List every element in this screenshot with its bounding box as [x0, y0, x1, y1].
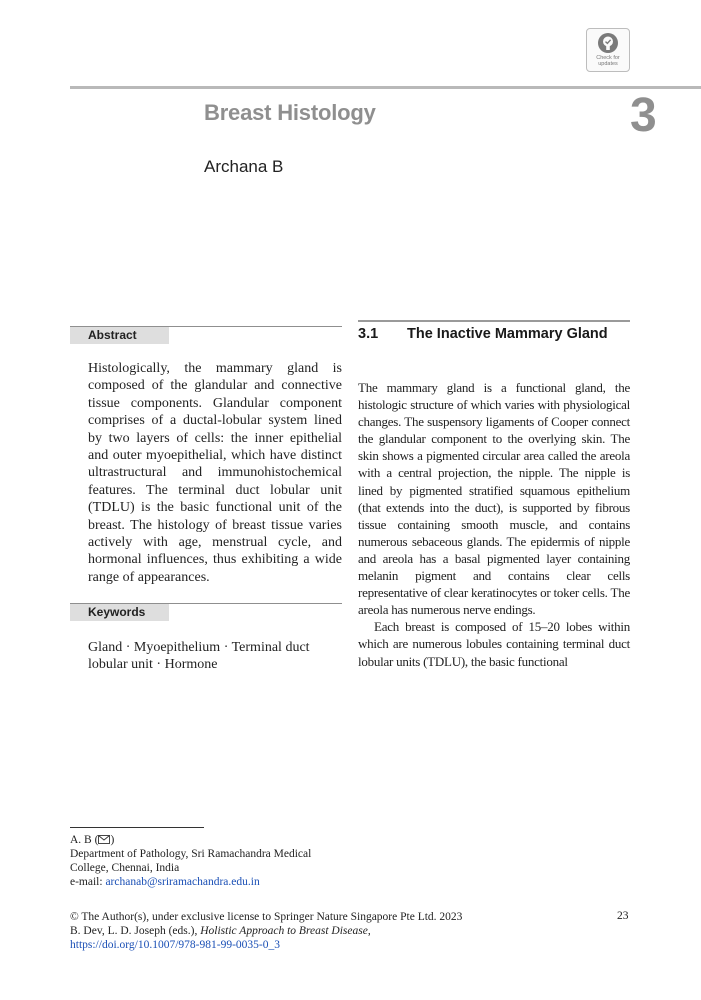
doi-link[interactable]: https://doi.org/10.1007/978-981-99-0035-0_3: [70, 939, 280, 951]
section-rule: [358, 320, 630, 322]
keywords-text: Gland · Myoepithelium · Terminal duct lobular unit · Hormone: [88, 640, 310, 673]
check-for-updates-label: Check for updates: [596, 55, 620, 67]
check-for-updates-badge[interactable]: [586, 28, 630, 72]
keywords-heading: Keywords: [70, 604, 169, 621]
section-body: [358, 379, 630, 670]
section-number: 3.1: [358, 326, 379, 342]
author-footnote: [70, 833, 390, 889]
abstract-heading: Abstract: [70, 327, 169, 344]
book-suffix: ,: [367, 925, 371, 937]
body-paragraph: The mammary gland is a functional gland, the histologic structure of which varies with physiological changes. The suspensory ligaments of Cooper connect the glandular component to the overlying skin. The skin shows a pigmented circular area called the areola with a central projection, the nipple. The nipple is lined by pigmented stratified squamous epithelium (that extends into the duct), is supported by fibrous tissue containing smooth muscle, and contains numerous sebaceous glands. The epidermis of nipple and areola has a basal pigmented layer containing melanin pigment and contains clear cells representative of clear keratinocytes or toker cells. The areola has numerous nerve endings.: [358, 380, 630, 618]
chapter-title: Breast Histology: [204, 100, 376, 125]
check-for-updates-icon: [597, 32, 619, 54]
copyright-line: © The Author(s), under exclusive license to Springer Nature Singapore Pte Ltd. 2023: [70, 911, 463, 923]
footnote-author-end: ): [110, 834, 115, 846]
section-heading: The Inactive Mammary Gland: [407, 326, 608, 342]
chapter-number: 3: [630, 89, 657, 142]
header-rule: [70, 86, 701, 89]
footnote-affiliation-2: College, Chennai, India: [70, 862, 180, 874]
footnote-email-label: e-mail:: [70, 876, 106, 888]
abstract-text: Histologically, the mammary gland is composed of the glandular and connective tissue components. Glandular component comprises of a ductal-lobular system lined by two layers of cells: the inner epithelial and outer myoepithelial, which have distinct ultrastructural and immunohistochemical features. The terminal duct lobular unit (TDLU) is the basic functional unit of the breast. The histology of breast tissue varies actively with age, menstrual cycle, and hormonal influences, thus exhibiting a wide range of appearances.: [88, 361, 342, 585]
footnote-rule: [70, 827, 204, 828]
footnote-affiliation-1: Department of Pathology, Sri Ramachandra Medical: [70, 848, 312, 860]
book-title: Holistic Approach to Breast Disease: [200, 925, 368, 937]
email-link[interactable]: archanab@sriramachandra.edu.in: [105, 876, 260, 888]
page-number: 23: [617, 910, 629, 922]
body-paragraph: Each breast is composed of 15–20 lobes within which are numerous lobules containing terminal duct lobular units (TDLU), the basic functional: [358, 619, 630, 669]
envelope-icon[interactable]: [98, 835, 110, 844]
footnote-author: A. B (: [70, 834, 99, 846]
book-editors: B. Dev, L. D. Joseph (eds.),: [70, 925, 201, 937]
chapter-author: Archana B: [204, 157, 284, 176]
copyright-block: [70, 910, 590, 952]
